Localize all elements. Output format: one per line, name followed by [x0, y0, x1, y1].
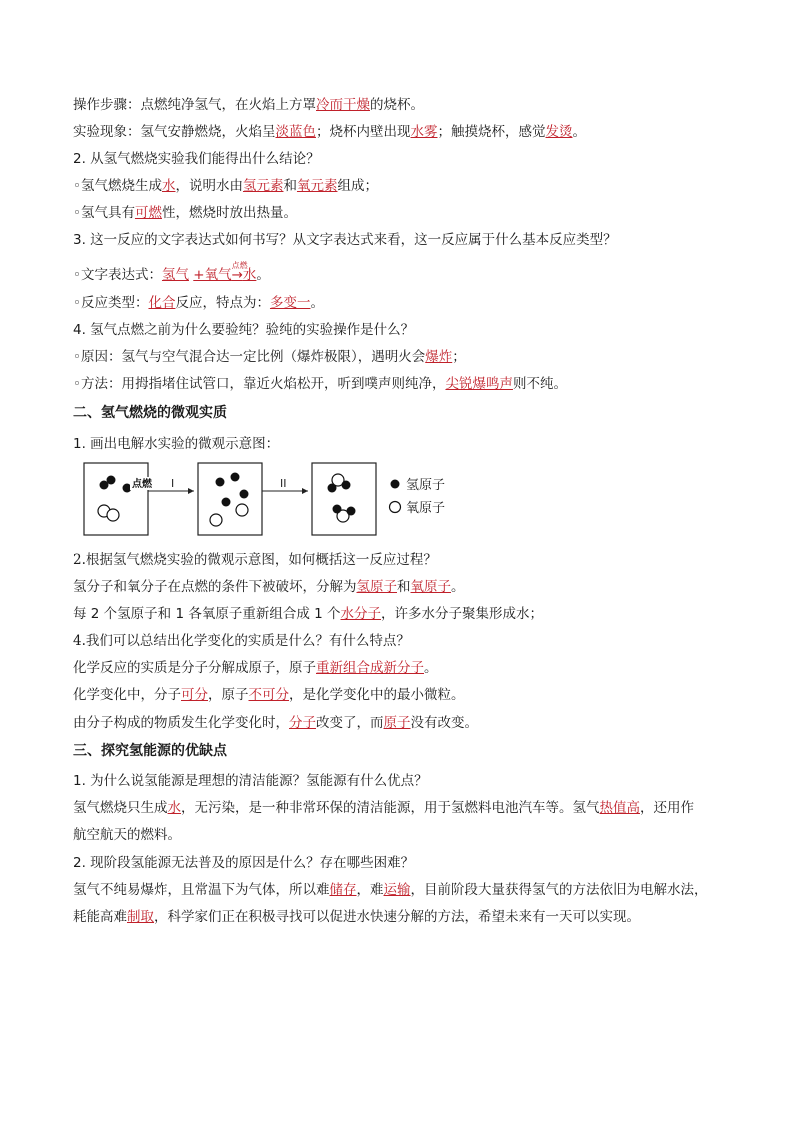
text: ◦文字表达式：: [73, 267, 162, 283]
text: ，还用作: [640, 800, 694, 816]
legend-hydrogen-label: 氢原子: [406, 478, 446, 493]
answer: 分子: [289, 715, 316, 731]
question-2: 2. 从氢气燃烧实验我们能得出什么结论？: [73, 151, 320, 167]
question-1: 1. 为什么说氢能源是理想的清洁能源？氢能源有什么优点？: [73, 773, 428, 789]
text: 则不纯。: [512, 376, 567, 392]
text: ；触摸烧杯，感觉: [437, 124, 546, 140]
question-3: 3. 这一反应的文字表达式如何书写？从文字表达式来看，这一反应属于什么基本反应类型？: [73, 232, 617, 248]
text: 性，燃烧时放出热量。: [161, 205, 297, 221]
text: ，无污染，是一种非常环保的清洁能源，用于氢燃料电池汽车等。氢气: [181, 800, 600, 816]
text: ◦原因：氢气与空气混合达一定比例（爆炸极限），遇明火会: [73, 349, 426, 365]
text-line: [73, 95, 424, 115]
text: ◦反应类型：: [73, 295, 149, 311]
question-4: 4.我们可以总结出化学变化的实质是什么？有什么特点？: [73, 633, 410, 649]
hydrogen-atom: [328, 484, 337, 493]
text: 反应，特点为：: [175, 295, 270, 311]
text: 耗能高难: [73, 909, 127, 925]
section-heading: 二、氢气燃烧的微观实质: [73, 405, 227, 421]
text: ，目前阶段大量获得氢气的方法依旧为电解水法，: [410, 882, 708, 898]
text: ，说明水由: [175, 178, 243, 194]
text-line: [73, 347, 466, 367]
text: ；烧杯内壁出现: [316, 124, 411, 140]
oxygen-atom: [236, 504, 248, 516]
text-line: [73, 880, 708, 900]
answer: 储存: [329, 882, 357, 898]
text: ，难: [356, 882, 384, 898]
text: 氢气燃烧只生成: [73, 800, 168, 816]
text-line: [73, 658, 438, 678]
answer: 制取: [127, 909, 154, 925]
arrow-glyph: →: [231, 267, 243, 283]
text-line: [73, 798, 694, 818]
answer: 水分子: [340, 606, 382, 622]
text: 。: [451, 579, 465, 595]
text: ◦氢气燃烧生成: [73, 178, 162, 194]
box-atoms: [198, 463, 262, 535]
hydrogen-atom: [240, 490, 249, 499]
question-2: 2.根据氢气燃烧实验的微观示意图，如何概括这一反应过程？: [73, 552, 437, 568]
answer: 水雾: [410, 124, 438, 140]
answer: 可燃: [134, 205, 162, 221]
text-line: [73, 907, 640, 927]
answer: 尖锐爆鸣声: [445, 376, 513, 392]
answer: 重新组合成新分子: [316, 660, 424, 676]
text-line: [73, 122, 586, 142]
text-line: [73, 293, 324, 313]
text: ；: [452, 349, 466, 365]
text: 的烧杯。: [370, 97, 424, 113]
section-heading: 三、探究氢能源的优缺点: [73, 743, 227, 759]
answer: 氢元素: [242, 178, 284, 194]
answer: 热值高: [599, 800, 640, 816]
text-line: [73, 577, 465, 597]
question-4: 4. 氢气点燃之前为什么要验纯？验纯的实验操作是什么？: [73, 322, 415, 338]
text-line: [73, 713, 478, 733]
text: 和: [397, 579, 411, 595]
text: 化学变化中，分子: [73, 687, 181, 703]
answer: 水: [161, 178, 176, 194]
answer: +氧气: [193, 267, 232, 283]
arrow-1-head: [188, 488, 194, 494]
text: ，是化学变化中的最小微粒。: [289, 687, 465, 703]
text: 实验现象：氢气安静燃烧，火焰呈: [73, 124, 276, 140]
step-1-label: I: [171, 477, 175, 490]
text: 。: [424, 660, 438, 676]
text: 每 2 个氢原子和 1 各氧原子重新组合成 1 个: [73, 606, 341, 622]
text: 化学反应的实质是分子分解成原子，原子: [73, 660, 316, 676]
text: 氢气不纯易爆炸，且常温下为气体，所以难: [73, 882, 330, 898]
legend-oxygen-label: 氧原子: [406, 501, 446, 516]
answer: 爆炸: [425, 349, 453, 365]
text: 由分子构成的物质发生化学变化时，: [73, 715, 289, 731]
hydrogen-atom: [333, 505, 342, 514]
arrow-1-label: 点燃: [132, 479, 152, 490]
answer: 可分: [181, 687, 208, 703]
answer: 氢气: [161, 267, 189, 283]
text: ◦方法：用拇指堵住试管口，靠近火焰松开，听到噗声则纯净，: [73, 376, 446, 392]
legend-hydrogen-icon: [391, 480, 400, 489]
hydrogen-atom: [231, 473, 240, 482]
text-line: [73, 203, 297, 223]
reaction-arrow: [231, 261, 248, 285]
reaction-condition: 点燃: [231, 261, 248, 270]
answer: 水: [167, 800, 181, 816]
text: ，原子: [208, 687, 249, 703]
text: 改变了，而: [316, 715, 384, 731]
text-line: [73, 176, 378, 196]
text: ，许多水分子聚集形成水；: [381, 606, 544, 622]
text: 操作步骤：点燃纯净氢气，在火焰上方罩: [73, 97, 316, 113]
text: ◦氢气具有: [73, 205, 135, 221]
text: 和: [283, 178, 297, 194]
text-line: [73, 374, 567, 394]
arrow-2-head: [302, 488, 308, 494]
answer: 冷而干燥: [316, 97, 370, 113]
box-products: [312, 463, 376, 535]
question-2: 2. 现阶段氢能源无法普及的原因是什么？存在哪些困难？: [73, 855, 415, 871]
answer: 氧原子: [410, 579, 451, 595]
answer: 氧元素: [296, 178, 338, 194]
box-reactants: [84, 463, 148, 535]
micro-diagram: [80, 460, 480, 540]
hydrogen-atom: [107, 476, 116, 485]
text: 氢分子和氧分子在点燃的条件下被破坏，分解为: [73, 579, 357, 595]
oxygen-atom: [210, 514, 222, 526]
text-line: 航空航天的燃料。: [73, 827, 181, 843]
text: ，科学家们正在积极寻找可以促进水快速分解的方法，希望未来有一天可以实现。: [154, 909, 640, 925]
answer: 淡蓝色: [275, 124, 316, 140]
hydrogen-atom: [222, 498, 231, 507]
word-equation-line: [73, 261, 270, 285]
oxygen-atom: [107, 509, 119, 521]
text: 。: [256, 267, 270, 283]
answer: 运输: [383, 882, 411, 898]
answer: 发烫: [545, 124, 573, 140]
hydrogen-atom: [342, 481, 351, 490]
legend-oxygen-icon: [390, 502, 401, 513]
answer: 氢原子: [356, 579, 397, 595]
answer: 多变一: [269, 295, 311, 311]
text-line: [73, 685, 465, 705]
answer: 化合: [148, 295, 176, 311]
answer: 不可分: [248, 687, 289, 703]
text: 组成；: [337, 178, 378, 194]
text: 。: [572, 124, 586, 140]
hydrogen-atom: [216, 478, 225, 487]
text: 。: [310, 295, 324, 311]
answer: 原子: [383, 715, 411, 731]
hydrogen-atom: [347, 507, 356, 516]
answer: 水: [242, 267, 257, 283]
question-1: 1. 画出电解水实验的微观示意图：: [73, 436, 280, 452]
text-line: [73, 604, 543, 624]
text: 没有改变。: [410, 715, 478, 731]
step-2-label: II: [280, 477, 287, 490]
